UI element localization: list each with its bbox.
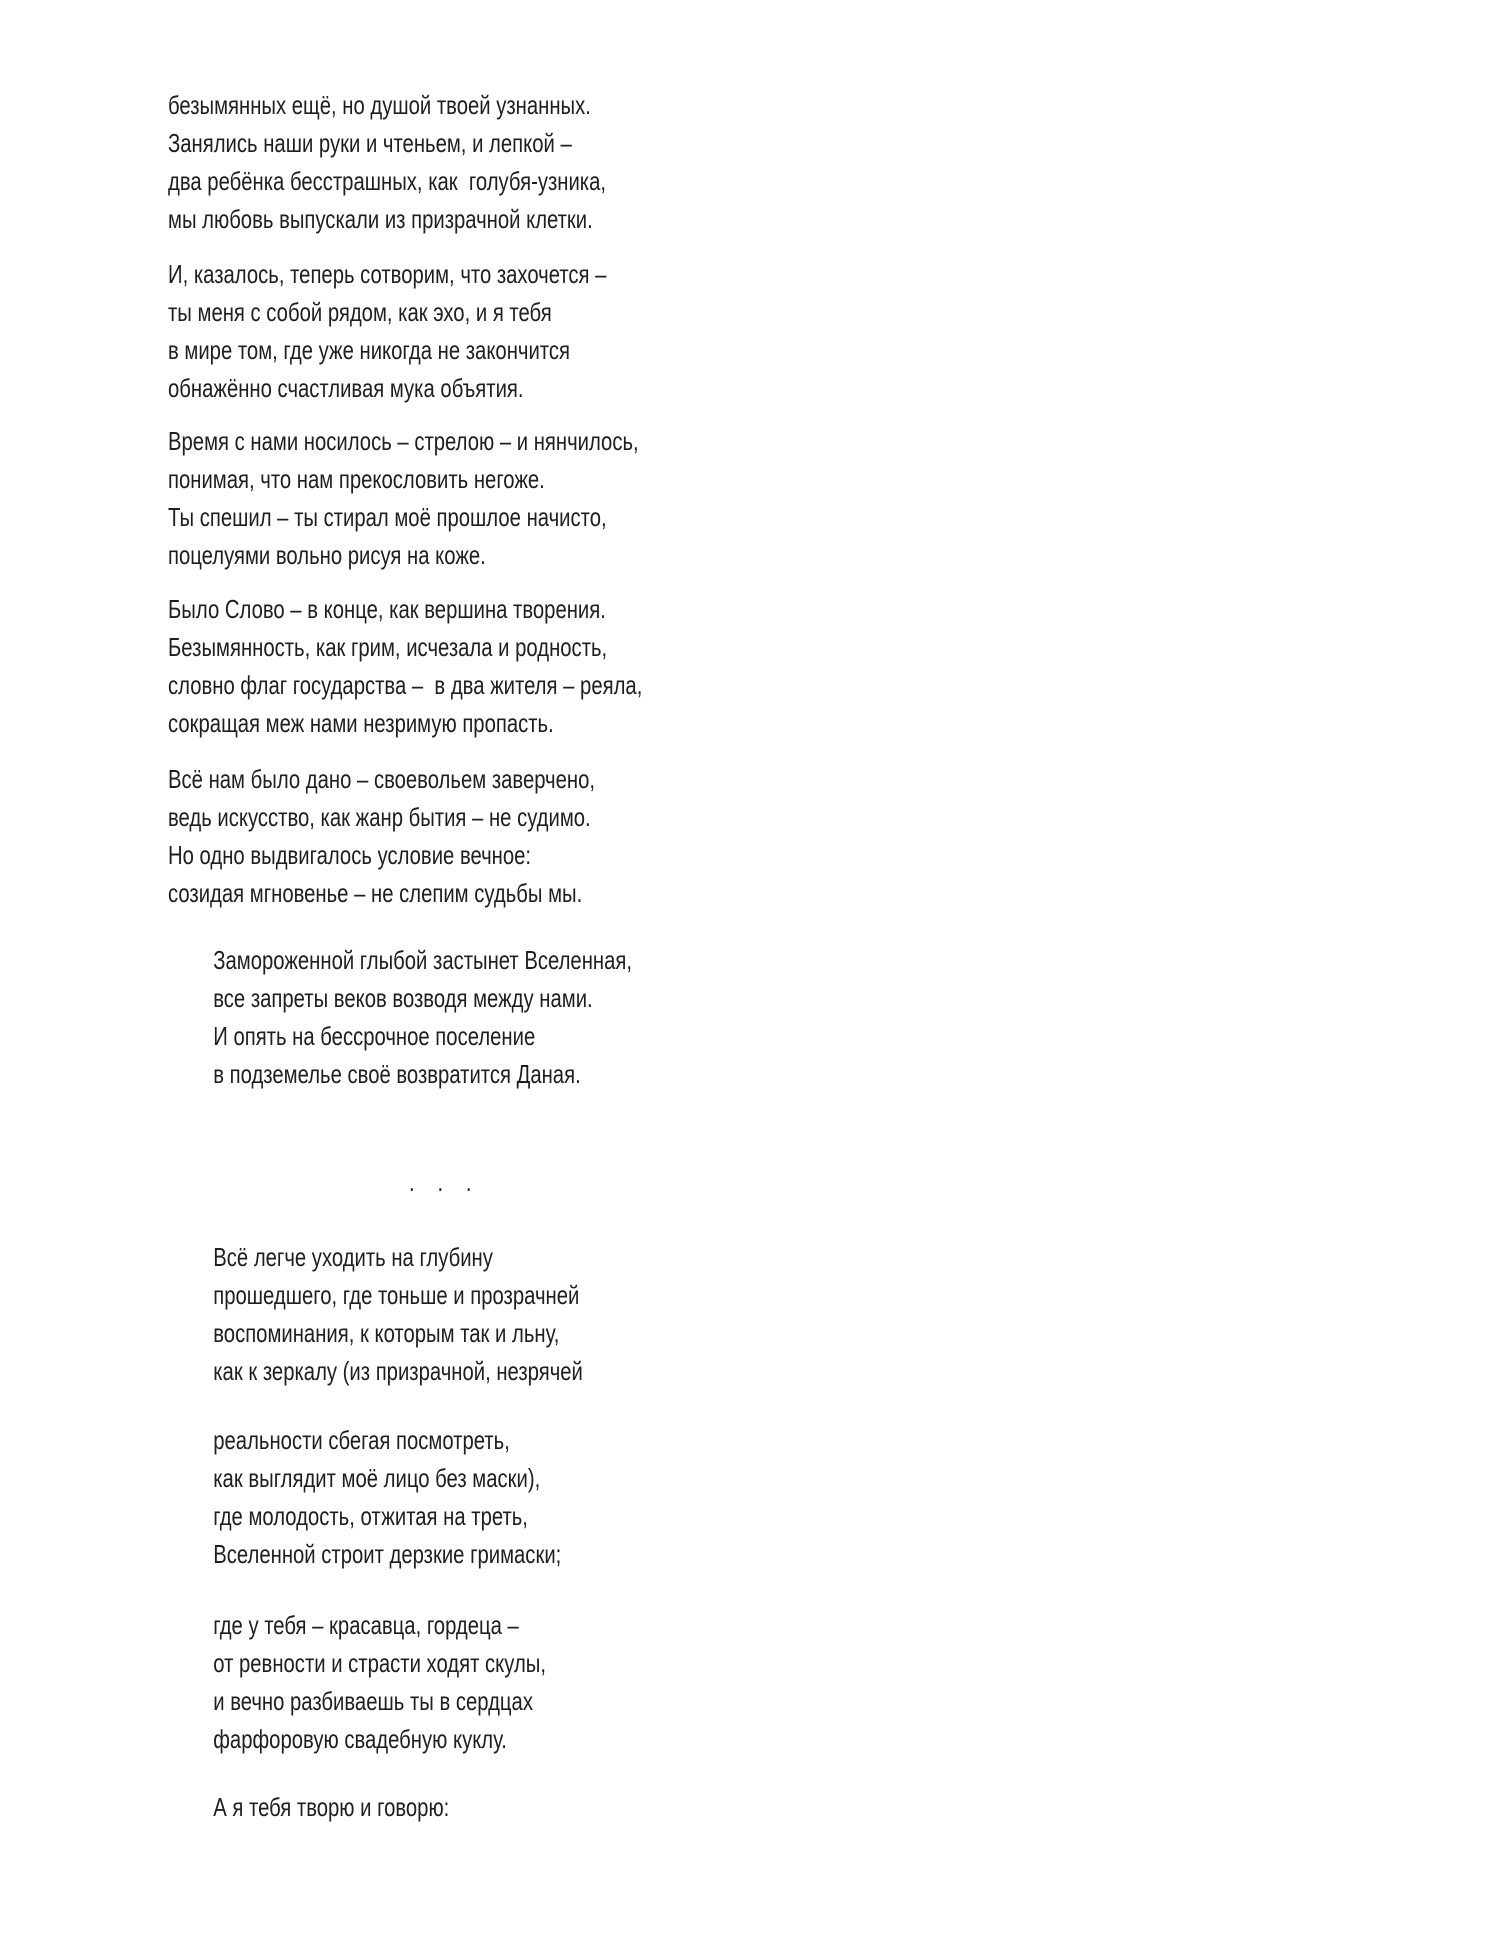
poem-line: обнажённо счастливая мука объятия. — [168, 373, 524, 403]
poem-line: мы любовь выпускали из призрачной клетки. — [168, 204, 593, 234]
poem-line: фарфоровую свадебную куклу. — [213, 1724, 507, 1754]
poem-stanza — [213, 1606, 642, 1758]
poem-line: понимая, что нам прекословить негоже. — [168, 464, 545, 494]
poem-text — [168, 86, 642, 1826]
poem-line: в подземелье своё возвратится Даная. — [213, 1059, 581, 1089]
poem-line: Вселенной строит дерзкие гримаски; — [213, 1539, 562, 1569]
poem-line: как к зеркалу (из призрачной, незрячей — [213, 1356, 583, 1386]
poem-stanza — [168, 255, 642, 407]
poem-line: Всё легче уходить на глубину — [213, 1242, 493, 1272]
poem-line: А я тебя творю и говорю: — [213, 1792, 450, 1822]
poem-line: Безымянность, как грим, исчезала и родность, — [168, 632, 608, 662]
poem-line: все запреты веков возводя между нами. — [213, 983, 593, 1013]
poem-line: Занялись наши руки и чтеньем, и лепкой – — [168, 128, 572, 158]
poem-stanza — [213, 941, 642, 1093]
poem-stanza — [213, 1788, 642, 1826]
poem-line: реальности сбегая посмотреть, — [213, 1425, 510, 1455]
poem-line: и вечно разбиваешь ты в сердцах — [213, 1686, 533, 1716]
poem-line: в мире том, где уже никогда не закончится — [168, 335, 570, 365]
poem-stanza — [213, 1238, 642, 1390]
poem-stanza — [168, 760, 642, 912]
poem-line: Всё нам было дано – своевольем заверчено, — [168, 764, 596, 794]
poem-line: Ты спешил – ты стирал моё прошлое начисто, — [168, 502, 607, 532]
poem-line: Замороженной глыбой застынет Вселенная, — [213, 945, 633, 975]
poem-line: И, казалось, теперь сотворим, что захочется – — [168, 259, 607, 289]
poem-stanza — [213, 1421, 642, 1573]
poem-line: поцелуями вольно рисуя на коже. — [168, 540, 486, 570]
poem-separator — [409, 1163, 642, 1201]
poem-line: где молодость, отжитая на треть, — [213, 1501, 528, 1531]
poem-line: словно флаг государства – в два жителя – реяла, — [168, 670, 643, 700]
poem-line: Время с нами носилось – стрелою – и нянчилось, — [168, 426, 639, 456]
poem-line: безымянных ещё, но душой твоей узнанных. — [168, 90, 591, 120]
separator-dots: . . . — [409, 1167, 472, 1197]
poem-line: ты меня с собой рядом, как эхо, и я тебя — [168, 297, 552, 327]
poem-line: сокращая меж нами незримую пропасть. — [168, 708, 554, 738]
poem-line: Но одно выдвигалось условие вечное: — [168, 840, 532, 870]
poem-line: от ревности и страсти ходят скулы, — [213, 1648, 547, 1678]
poem-stanza — [168, 86, 642, 238]
poem-line: прошедшего, где тоньше и прозрачней — [213, 1280, 580, 1310]
poem-line: где у тебя – красавца, гордеца – — [213, 1610, 519, 1640]
poem-stanza — [168, 422, 642, 574]
poem-line: два ребёнка бесстрашных, как голубя-узника, — [168, 166, 607, 196]
poem-line: ведь искусство, как жанр бытия – не судимо. — [168, 802, 591, 832]
poem-stanza — [168, 590, 642, 742]
poem-line: созидая мгновенье – не слепим судьбы мы. — [168, 878, 583, 908]
poem-line: Было Слово – в конце, как вершина творения. — [168, 594, 606, 624]
poem-line: И опять на бессрочное поселение — [213, 1021, 536, 1051]
poem-line: воспоминания, к которым так и льну, — [213, 1318, 560, 1348]
poem-line: как выглядит моё лицо без маски), — [213, 1463, 541, 1493]
